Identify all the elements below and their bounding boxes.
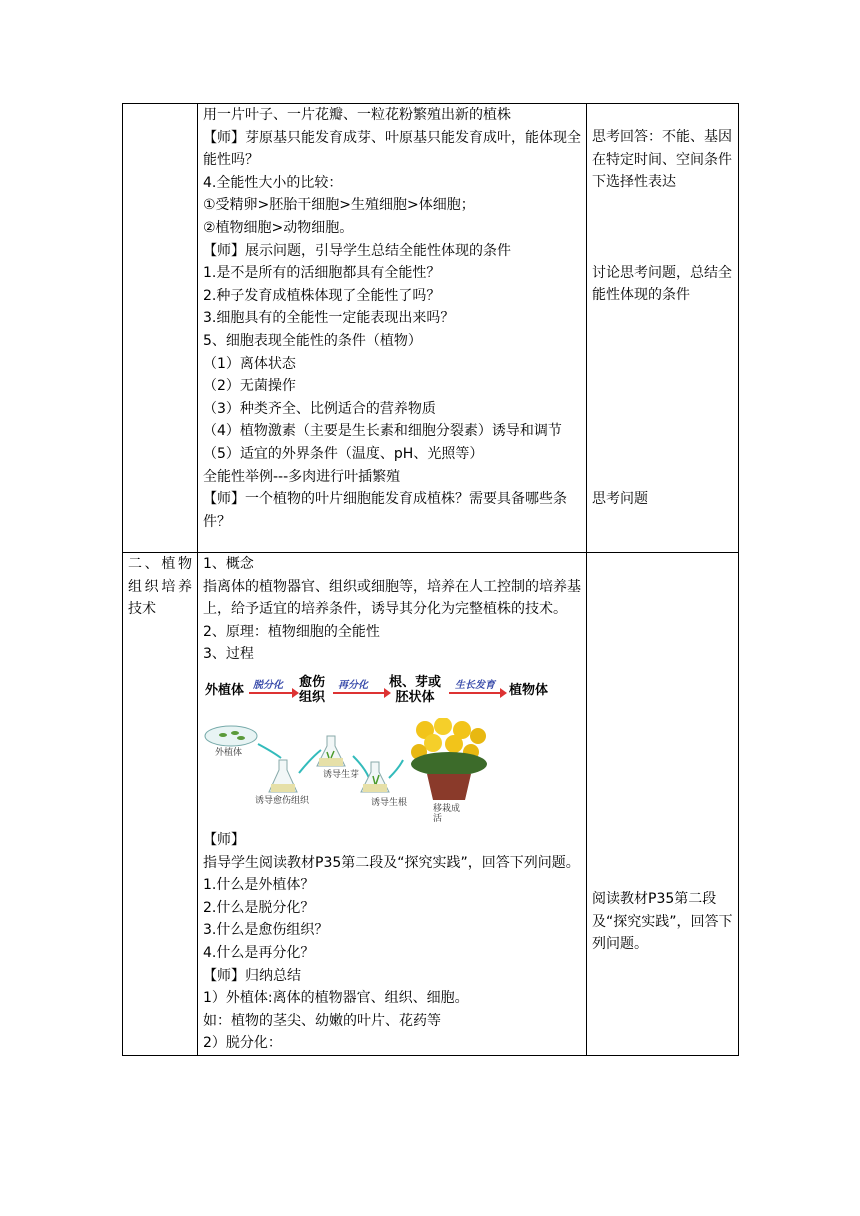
illus-label [433, 804, 460, 824]
text-line: 【师】一个植物的叶片细胞能发育成植株？需要具备哪些条件？ [203, 491, 567, 530]
flow-node-plant: 植物体 [509, 682, 549, 698]
text-line: 3、过程 [203, 646, 254, 663]
flow-node-bud [389, 675, 441, 705]
text-line: （1）离体状态 [203, 355, 296, 372]
text-line: 用一片叶子、一片花瓣、一粒花粉繁殖出新的植株 [203, 107, 511, 123]
stage-cell [123, 553, 198, 1056]
illus-label-line1: 移栽成 [433, 803, 461, 814]
text-line: （3）种类齐全、比例适合的营养物质 [203, 400, 436, 417]
text-line: （4）植物激素（主要是生长素和细胞分裂素）诱导和调节 [203, 423, 562, 440]
student-answer-2: 讨论思考问题，总结全能性体现的条件 [592, 264, 732, 304]
flow-node-callus-line2: 组织 [299, 689, 326, 705]
text-line: 5、细胞表现全能性的条件（植物） [203, 332, 422, 349]
flow-arrow-label: 生长发育 [455, 679, 495, 691]
table-row [123, 104, 739, 553]
tissue-culture-illustration [203, 718, 581, 823]
flow-node-callus-line1: 愈伤 [299, 674, 326, 690]
text-line: 【师】归纳总结 [203, 967, 301, 984]
illus-label-line2: 活 [433, 813, 443, 824]
student-activity-cell [587, 104, 739, 553]
text-line: 4.全能性大小的比较： [203, 174, 343, 191]
text-line: 【师】展示问题，引导学生总结全能性体现的条件 [203, 242, 511, 259]
text-line: 1.什么是外植体？ [203, 877, 315, 894]
text-line: 如：植物的茎尖、幼嫩的叶片、花药等 [203, 1012, 441, 1029]
text-line: ①受精卵>胚胎干细胞>生殖细胞>体细胞； [203, 197, 475, 214]
teacher-activity-cell [198, 553, 587, 1056]
flow-node-explant: 外植体 [205, 682, 245, 698]
text-line: 全能性举例---多肉进行叶插繁殖 [203, 468, 401, 485]
flow-arrow-label: 脱分化 [253, 679, 283, 691]
student-answer-4: 阅读教材P35第二段及“探究实践”，回答下列问题。 [592, 891, 733, 953]
process-flow-diagram [203, 672, 581, 712]
stage-cell [123, 104, 198, 553]
teacher-activity-cell [198, 104, 587, 553]
text-line: 2）脱分化： [203, 1035, 282, 1052]
illus-label: 诱导生芽 [323, 769, 360, 780]
text-line: 3.细胞具有的全能性一定能表现出来吗？ [203, 310, 455, 327]
text-line: 1.是不是所有的活细胞都具有全能性？ [203, 265, 441, 282]
text-line: 2.什么是脱分化？ [203, 899, 315, 916]
illus-label: 外植体 [215, 747, 243, 758]
text-line: 指导学生阅读教材P35第二段及“探究实践”，回答下列问题。 [203, 854, 580, 871]
text-line: （2）无菌操作 [203, 378, 296, 395]
text-line: （5）适宜的外界条件（温度、pH、光照等） [203, 445, 484, 462]
text-line: 4.什么是再分化？ [203, 944, 315, 961]
flow-arrow-label: 再分化 [338, 679, 368, 691]
illus-label: 诱导愈伤组织 [255, 795, 310, 806]
text-line: 指离体的植物器官、组织或细胞等，培养在人工控制的培养基上，给予适宜的培养条件，诱导其分化为完整植株的技术。 [203, 578, 581, 618]
text-line: 【师】 [203, 831, 245, 848]
text-line: 1、概念 [203, 556, 254, 572]
text-line: 2、原理：植物细胞的全能性 [203, 623, 380, 640]
text-line: ②植物细胞>动物细胞。 [203, 219, 354, 236]
text-line: 1）外植体:离体的植物器官、组织、细胞。 [203, 990, 469, 1007]
student-answer-1: 思考回答：不能、基因在特定时间、空间条件下选择性表达 [592, 129, 732, 191]
lesson-table [122, 103, 739, 1056]
flow-node-callus [299, 675, 325, 705]
text-line: 3.什么是愈伤组织？ [203, 922, 329, 939]
text-line: 【师】芽原基只能发育成芽、叶原基只能发育成叶，能体现全能性吗？ [203, 129, 581, 169]
student-activity-cell [587, 553, 739, 1056]
table-row [123, 553, 739, 1056]
illus-label: 诱导生根 [371, 797, 408, 808]
flow-node-bud-line1: 根、芽或 [389, 674, 442, 690]
stage-title: 二、植物组织培养技术 [128, 556, 192, 618]
flow-node-bud-line2: 胚状体 [395, 689, 435, 705]
student-answer-3: 思考问题 [592, 490, 648, 507]
text-line: 2.种子发育成植株体现了全能性了吗？ [203, 287, 441, 304]
